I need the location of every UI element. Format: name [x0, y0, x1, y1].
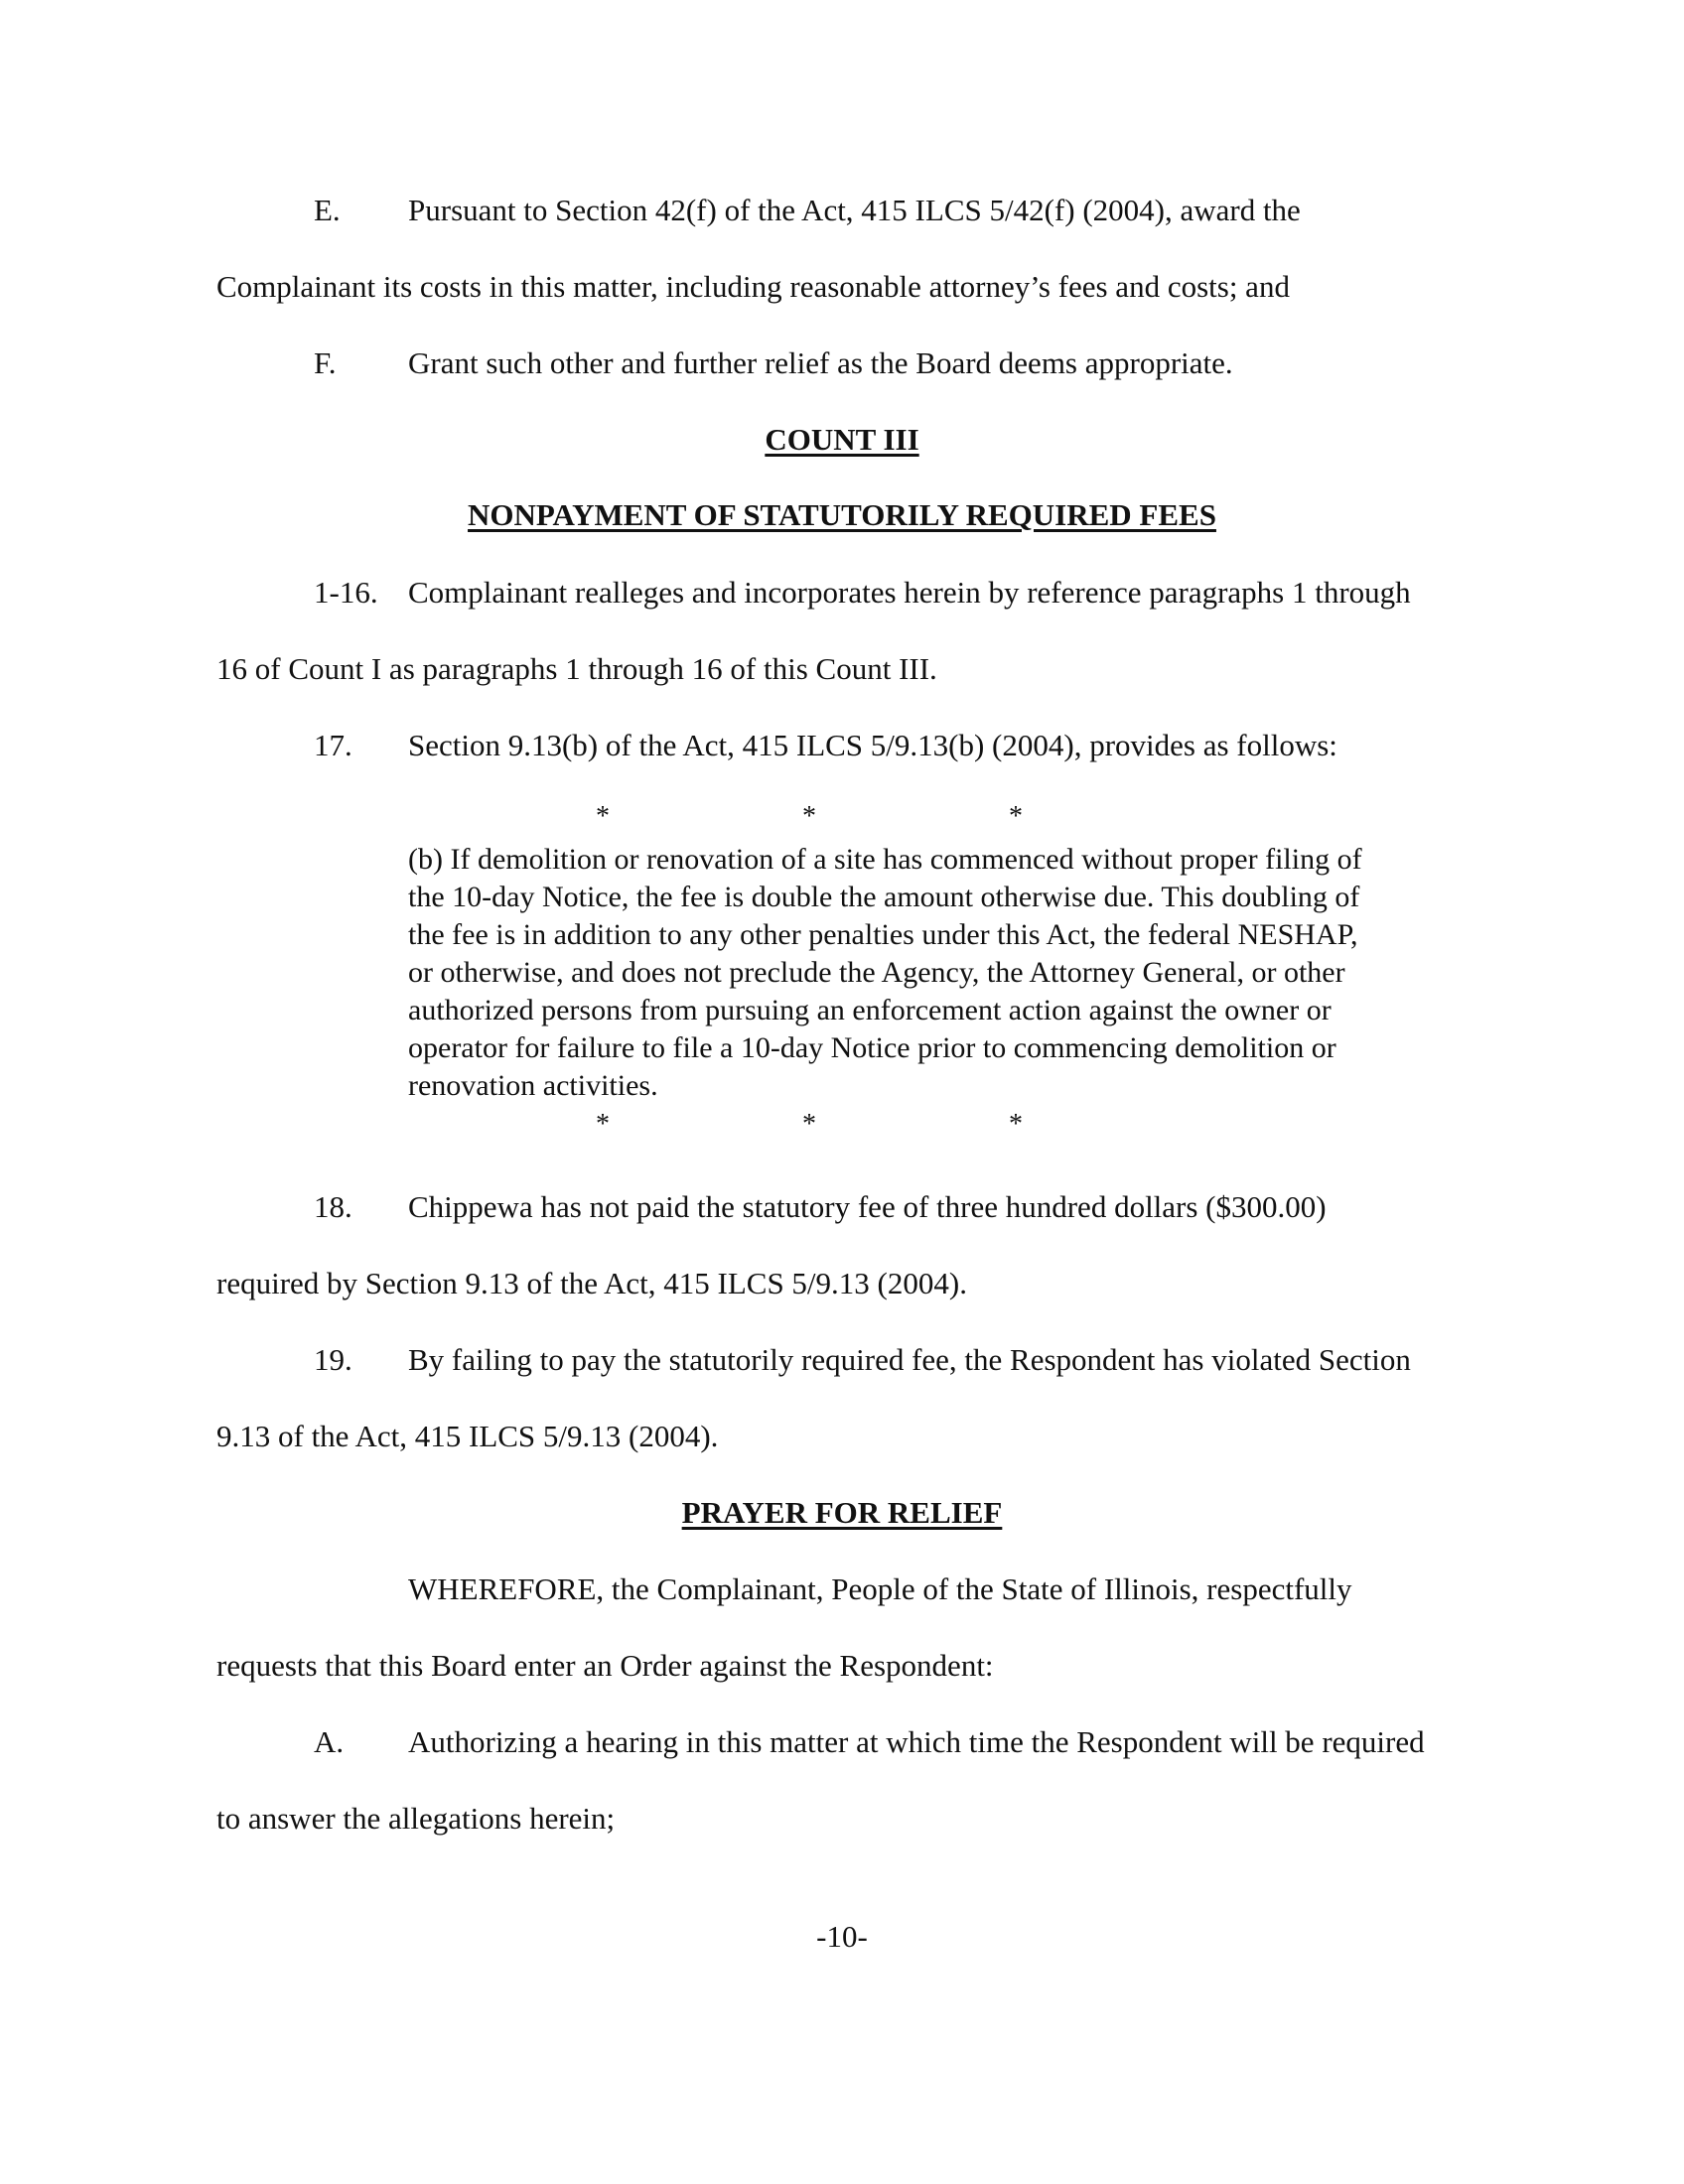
paragraph-18-marker: 18.	[314, 1189, 352, 1224]
asterisk: *	[1009, 1109, 1023, 1140]
quote-line: renovation activities.	[408, 1069, 658, 1102]
paragraph-19-marker: 19.	[314, 1342, 352, 1377]
paragraph-19-line-1: By failing to pay the statutorily required fee, the Respondent has violated Section	[408, 1342, 1411, 1377]
paragraph-18-line-2: required by Section 9.13 of the Act, 415 ILCS 5/9.13 (2004).	[216, 1266, 967, 1300]
paragraph-a-marker: A.	[314, 1724, 345, 1759]
paragraph-17-marker: 17.	[314, 728, 352, 762]
quote-line: operator for failure to file a 10-day Notice prior to commencing demolition or	[408, 1031, 1336, 1064]
paragraph-1-16-marker: 1-16.	[314, 575, 378, 610]
paragraph-e-line-2: Complainant its costs in this matter, including reasonable attorney’s fees and costs; and	[216, 269, 1290, 304]
wherefore-line-2: requests that this Board enter an Order against the Respondent:	[216, 1648, 994, 1683]
paragraph-e-marker: E.	[314, 193, 341, 227]
ellipsis-asterisks-bottom	[596, 1110, 1023, 1140]
paragraph-f-marker: F.	[314, 345, 337, 380]
ellipsis-asterisks-top	[596, 802, 1023, 832]
paragraph-e-line-1: Pursuant to Section 42(f) of the Act, 415 ILCS 5/42(f) (2004), award the	[408, 193, 1301, 227]
asterisk: *	[1009, 801, 1023, 832]
paragraph-a-line-2: to answer the allegations herein;	[216, 1801, 616, 1836]
prayer-for-relief-heading: PRAYER FOR RELIEF	[681, 1495, 1003, 1530]
wherefore-line-1: WHEREFORE, the Complainant, People of the State of Illinois, respectfully	[408, 1571, 1352, 1606]
quote-line: the fee is in addition to any other penalties under this Act, the federal NESHAP,	[408, 918, 1358, 951]
quote-line: or otherwise, and does not preclude the Agency, the Attorney General, or other	[408, 956, 1345, 989]
asterisk: *	[802, 1109, 816, 1140]
paragraph-f-line-1: Grant such other and further relief as the Board deems appropriate.	[408, 345, 1233, 380]
count-subheading: NONPAYMENT OF STATUTORILY REQUIRED FEES	[468, 497, 1216, 532]
paragraph-17-line-1: Section 9.13(b) of the Act, 415 ILCS 5/9.13(b) (2004), provides as follows:	[408, 728, 1337, 762]
paragraph-a-line-1: Authorizing a hearing in this matter at which time the Respondent will be required	[408, 1724, 1425, 1759]
quote-line: (b) If demolition or renovation of a site has commenced without proper filing of	[408, 843, 1362, 876]
asterisk: *	[802, 801, 816, 832]
quote-line: authorized persons from pursuing an enforcement action against the owner or	[408, 994, 1332, 1026]
paragraph-1-16-line-2: 16 of Count I as paragraphs 1 through 16 of this Count III.	[216, 651, 937, 686]
paragraph-19-line-2: 9.13 of the Act, 415 ILCS 5/9.13 (2004).	[216, 1419, 719, 1453]
paragraph-18-line-1: Chippewa has not paid the statutory fee of three hundred dollars ($300.00)	[408, 1189, 1327, 1224]
count-heading: COUNT III	[765, 422, 919, 457]
quote-line: the 10-day Notice, the fee is double the amount otherwise due. This doubling of	[408, 881, 1360, 913]
page-number: -10-	[816, 1919, 868, 1954]
asterisk: *	[596, 1109, 610, 1140]
asterisk: *	[596, 801, 610, 832]
paragraph-1-16-line-1: Complainant realleges and incorporates herein by reference paragraphs 1 through	[408, 575, 1411, 610]
